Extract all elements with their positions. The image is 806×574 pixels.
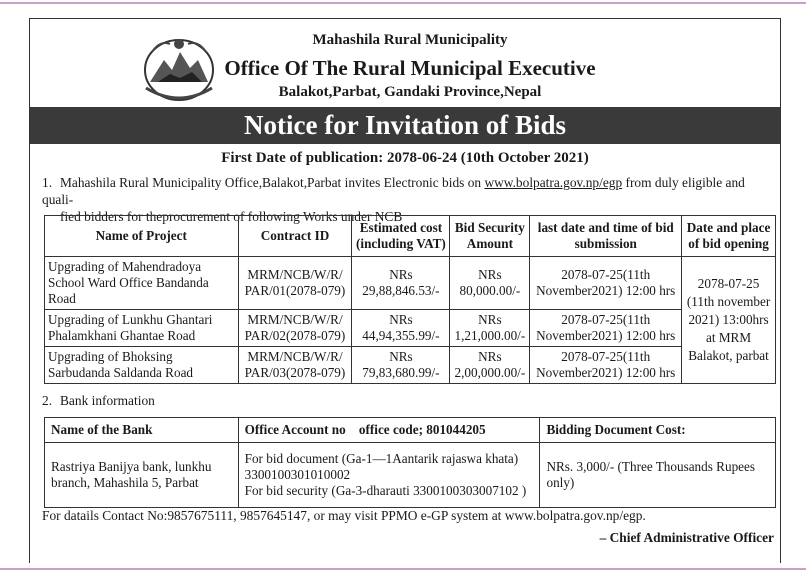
section-1-text: Mahashila Rural Municipality Office,Balakot,Parbat invites Electronic bids on: [60, 175, 485, 190]
bid-security: NRs 2,00,000.00/-: [450, 347, 530, 384]
project-name: Upgrading of Bhoksing Sarbudanda Saldanda Road: [45, 347, 239, 384]
deadline: 2078-07-25(11th November2021) 12:00 hrs: [530, 257, 682, 310]
bids-table: [44, 215, 776, 384]
estimated-cost: NRs 29,88,846.53/-: [352, 257, 450, 310]
doc-cost: NRs. 3,000/- (Three Thousands Rupees only): [540, 443, 776, 508]
section-2-heading: [42, 393, 155, 409]
bottom-accent-line: [0, 568, 806, 570]
header-account: Office Account no office code; 801044205: [238, 418, 540, 443]
office-address: Balakot,Parbat, Gandaki Province,Nepal: [278, 84, 542, 100]
section-2-title: Bank information: [60, 393, 155, 408]
section-1-line2: fied bidders for theprocurement of following Works under NCB: [60, 209, 403, 224]
header-project: Name of Project: [45, 216, 239, 257]
egp-link[interactable]: www.bolpatra.gov.np/egp: [484, 175, 623, 190]
header-bank-name: Name of the Bank: [45, 418, 239, 443]
header-bid-security: Bid Security Amount: [450, 216, 530, 257]
bid-security: NRs 1,21,000.00/-: [450, 310, 530, 347]
bank-name: Rastriya Banijya bank, lunkhu branch, Mahashila 5, Parbat: [45, 443, 239, 508]
municipality-name: Mahashila Rural Municipality: [312, 32, 508, 48]
project-name: Upgrading of Mahendradoya School Ward Office Bandanda Road: [45, 257, 239, 310]
bid-security: NRs 80,000.00/-: [450, 257, 530, 310]
office-title: Office Of The Rural Municipal Executive: [224, 56, 596, 80]
section-1-number: 1.: [42, 175, 53, 190]
notice-banner: Notice for Invitation of Bids: [30, 107, 780, 144]
section-1-text-after: from duly eligible and quali-: [42, 175, 745, 207]
account-bid-security: For bid security (Ga-3-dharauti 3300100303007102 ): [244, 483, 527, 498]
estimated-cost: NRs 79,83,680.99/-: [352, 347, 450, 384]
publication-date: First Date of publication: 2078-06-24 (10th October 2021): [221, 150, 589, 166]
header-estimated-cost: Estimated cost (including VAT): [352, 216, 450, 257]
contract-id: MRM/NCB/W/R/ PAR/02(2078-079): [238, 310, 352, 347]
section-2-number: 2.: [42, 393, 53, 408]
table-row: [45, 347, 776, 384]
bank-table-header: [45, 418, 776, 443]
header-opening: Date and place of bid opening: [682, 216, 776, 257]
deadline: 2078-07-25(11th November2021) 12:00 hrs: [530, 347, 682, 384]
table-row: [45, 310, 776, 347]
top-accent-line: [0, 2, 806, 4]
estimated-cost: NRs 44,94,355.99/-: [352, 310, 450, 347]
header-deadline: last date and time of bid submission: [530, 216, 682, 257]
header-contract-id: Contract ID: [238, 216, 352, 257]
contact-info: For datails Contact No:9857675111, 9857645147, or may visit PPMO e-GP system at www.bolpatra.gov.np/egp.: [42, 508, 646, 523]
account-bid-document: For bid document (Ga-1—1Aantarik rajaswa khata) 3300100301010002: [244, 451, 519, 482]
bid-opening: 2078-07-25 (11th november 2021) 13:00hrs at MRM Balakot, parbat: [682, 257, 776, 384]
project-name: Upgrading of Lunkhu Ghantari Phalamkhani Ghantae Road: [45, 310, 239, 347]
bids-table-header: [45, 216, 776, 257]
contract-id: MRM/NCB/W/R/ PAR/01(2078-079): [238, 257, 352, 310]
signature: – Chief Administrative Officer: [599, 530, 774, 545]
contract-id: MRM/NCB/W/R/ PAR/03(2078-079): [238, 347, 352, 384]
account-info: [238, 443, 540, 508]
deadline: 2078-07-25(11th November2021) 12:00 hrs: [530, 310, 682, 347]
table-row: [45, 443, 776, 508]
table-row: [45, 257, 776, 310]
header-doc-cost: Bidding Document Cost:: [540, 418, 776, 443]
bank-table: [44, 417, 776, 508]
